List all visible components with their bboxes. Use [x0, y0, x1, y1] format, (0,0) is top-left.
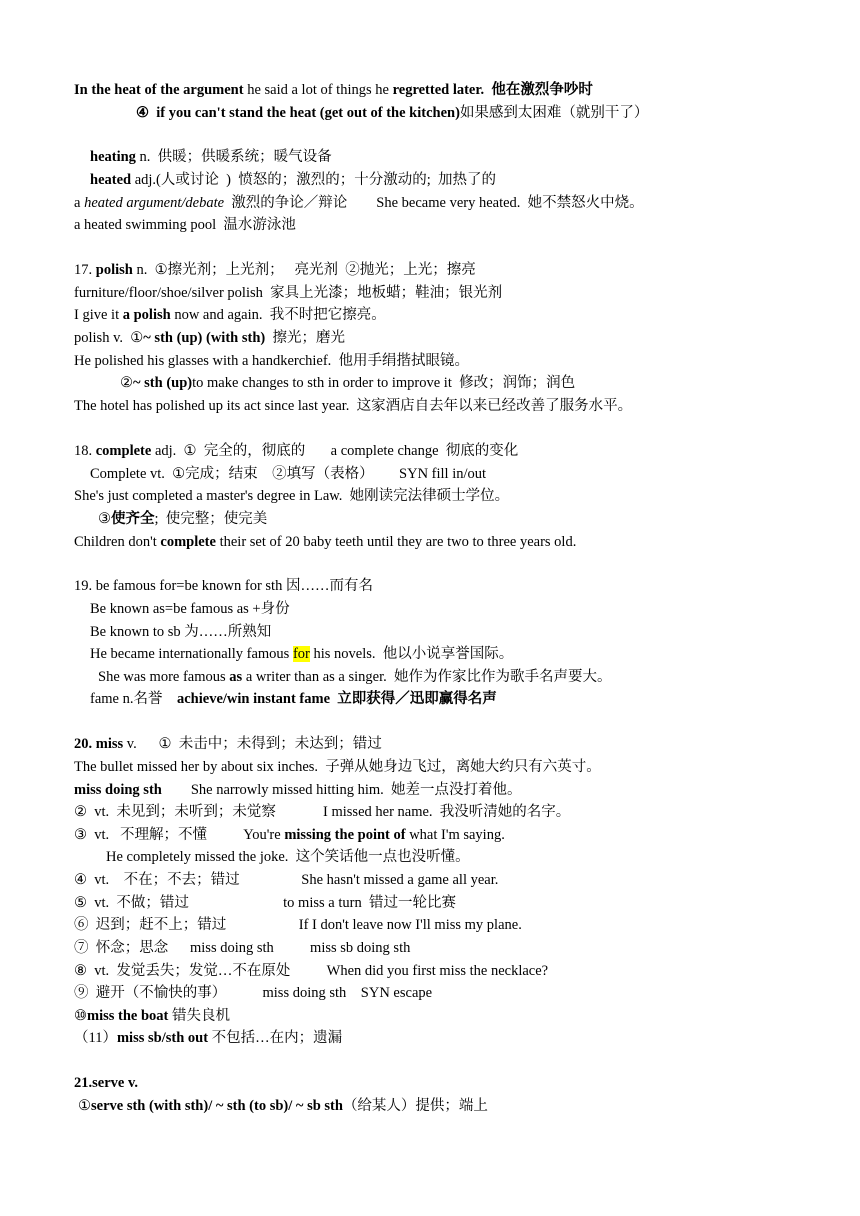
- text-segment: for: [292, 646, 310, 662]
- text-segment: 17.: [74, 262, 96, 278]
- text-segment: 如果感到太困难（就别干了）: [459, 105, 649, 121]
- text-segment: 18.: [74, 443, 96, 459]
- text-segment: polish: [95, 262, 133, 278]
- text-segment: heating: [90, 149, 136, 165]
- text-segment: achieve/win instant fame 立即获得／迅即赢得名声: [176, 691, 497, 707]
- text-segment: He completely missed the joke. 这个笑话他一点也没听懂。: [106, 849, 470, 865]
- text-line: [106, 847, 470, 867]
- text-segment: a writer than as a singer. 她作为作家比作为歌手名声要大。: [242, 669, 612, 685]
- text-segment: 他在激烈争吵时: [484, 82, 593, 98]
- text-segment: She narrowly missed hitting him. 她差一点没打着他。: [161, 782, 522, 798]
- text-line: [74, 802, 570, 822]
- text-line: [74, 486, 509, 506]
- text-segment: ; 使完整；使完美: [154, 511, 268, 527]
- text-line: [74, 305, 386, 325]
- text-segment: ~ sth (up): [133, 375, 193, 391]
- text-segment: The bullet missed her by about six inches. 子弹从她身边飞过，离她大约只有六英寸。: [74, 759, 601, 775]
- text-segment: ⑨ 避开（不愉快的事） miss doing sth SYN escape: [74, 985, 433, 1001]
- text-segment: （11）: [74, 1030, 117, 1046]
- text-line: [98, 667, 611, 687]
- text-line: [74, 215, 296, 235]
- text-segment: ⑥ 迟到；赶不上；错过 If I don't leave now I'll miss my plane.: [74, 917, 522, 933]
- text-segment: serve sth (with sth)/ ~ sth (to sb)/ ~ sb sth: [91, 1098, 343, 1114]
- text-segment: adj.(人或讨论 ) 愤怒的；激烈的；十分激动的; 加热了的: [131, 172, 496, 188]
- text-segment: he said a lot of things he: [243, 82, 393, 98]
- text-segment: 擦光；磨光: [265, 330, 345, 346]
- text-segment: complete: [95, 443, 152, 459]
- text-line: [74, 938, 410, 958]
- text-line: [90, 170, 496, 190]
- text-segment: what I'm saying.: [405, 827, 505, 843]
- text-segment: v. ① 未击中；未得到；未达到；错过: [123, 736, 382, 752]
- text-line: [74, 1006, 230, 1026]
- text-segment: 19. be famous for=be known for sth 因……而有名: [74, 578, 373, 594]
- text-line: [136, 103, 648, 123]
- text-segment: 21.serve v.: [74, 1075, 139, 1091]
- text-segment: ② vt. 未见到；未听到；未觉察 I missed her name. 我没听清她的名字。: [74, 804, 571, 820]
- text-segment: a heated swimming pool 温水游泳池: [74, 217, 296, 233]
- text-line: [74, 193, 644, 213]
- text-segment: a polish: [122, 307, 171, 323]
- text-segment: heated argument/debate: [84, 195, 225, 211]
- text-segment: heated: [90, 172, 132, 188]
- text-segment: ④ vt. 不在；不去；错过 She hasn't missed a game all year.: [74, 872, 499, 888]
- text-segment: n. 供暖；供暖系统；暖气设备: [135, 149, 332, 165]
- text-line: [90, 644, 513, 664]
- text-line: [90, 622, 271, 642]
- text-segment: their set of 20 baby teeth until they are two to three years old.: [215, 534, 577, 550]
- text-line: [78, 1096, 488, 1116]
- text-segment: as: [229, 669, 243, 685]
- text-line: [74, 1028, 342, 1048]
- text-segment: ②: [120, 375, 133, 391]
- text-segment: to make changes to sth in order to improve it 修改；润饰；润色: [192, 375, 576, 391]
- text-line: [74, 1073, 138, 1093]
- text-line: [74, 328, 345, 348]
- text-line: [74, 441, 518, 461]
- text-segment: ③ vt. 不理解；不懂 You're: [74, 827, 285, 843]
- text-segment: I give it: [74, 307, 123, 323]
- text-segment: n. ①擦光剂；上光剂； 亮光剂 ②抛光；上光；擦亮: [132, 262, 476, 278]
- text-segment: ①: [78, 1098, 91, 1114]
- text-line: [74, 915, 522, 935]
- text-segment: ~ sth (up) (with sth): [143, 330, 266, 346]
- text-segment: The hotel has polished up its act since last year. 这家酒店自去年以来已经改善了服务水平。: [74, 398, 633, 414]
- text-segment: In the heat of the argument: [74, 82, 244, 98]
- text-segment: 20. miss: [74, 736, 124, 752]
- text-segment: regretted later.: [392, 82, 485, 98]
- text-segment: Children don't: [74, 534, 161, 550]
- text-segment: Be known to sb 为……所熟知: [90, 624, 272, 640]
- text-segment: ③: [98, 511, 111, 527]
- text-segment: ⑤ vt. 不做；错过 to miss a turn 错过一轮比赛: [74, 895, 456, 911]
- text-segment: She's just completed a master's degree in Law. 她刚读完法律硕士学位。: [74, 488, 510, 504]
- text-segment: Be known as=be famous as +身份: [90, 601, 290, 617]
- text-segment: adj. ① 完全的，彻底的 a complete change 彻底的变化: [151, 443, 519, 459]
- text-segment: ⑧ vt. 发觉丢失；发觉…不在原处 When did you first miss the necklace?: [74, 963, 549, 979]
- text-line: [120, 373, 575, 393]
- text-line: [74, 260, 476, 280]
- text-segment: furniture/floor/shoe/silver polish 家具上光漆；地板蜡；鞋油；银光剂: [74, 285, 503, 301]
- text-segment: a: [74, 195, 85, 211]
- text-line: [90, 689, 497, 709]
- text-segment: He polished his glasses with a handkerchief. 他用手绢揩拭眼镜。: [74, 353, 470, 369]
- text-segment: He became internationally famous: [90, 646, 293, 662]
- text-line: [74, 961, 548, 981]
- text-segment: fame n.名誉: [90, 691, 177, 707]
- text-segment: ④ if you can't stand the heat (get out of the kitchen): [136, 105, 460, 121]
- text-line: [74, 780, 522, 800]
- text-line: [74, 80, 593, 100]
- text-line: [74, 983, 432, 1003]
- text-segment: ⑦ 怀念；思念 miss doing sth miss sb doing sth: [74, 940, 411, 956]
- text-segment: now and again. 我不时把它擦亮。: [170, 307, 386, 323]
- text-line: [98, 509, 267, 529]
- text-segment: complete: [160, 534, 216, 550]
- text-segment: 错失良机: [168, 1008, 230, 1024]
- text-segment: his novels. 他以小说享誉国际。: [309, 646, 514, 662]
- text-segment: 激烈的争论／辩论 She became very heated. 她不禁怒火中烧。: [224, 195, 644, 211]
- text-line: [90, 464, 486, 484]
- text-line: [74, 734, 382, 754]
- text-line: [74, 283, 502, 303]
- text-segment: polish v. ①: [74, 330, 144, 346]
- text-line: [74, 351, 469, 371]
- text-line: [74, 396, 632, 416]
- text-line: [74, 893, 456, 913]
- text-segment: She was more famous: [98, 669, 230, 685]
- text-segment: 不包括…在内；遗漏: [208, 1030, 343, 1046]
- text-segment: miss the boat: [87, 1008, 169, 1024]
- text-segment: miss doing sth: [74, 782, 162, 798]
- text-line: [74, 576, 373, 596]
- text-segment: miss sb/sth out: [116, 1030, 209, 1046]
- text-line: [74, 532, 576, 552]
- text-segment: Complete vt. ①完成；结束 ②填写（表格） SYN fill in/out: [90, 466, 487, 482]
- text-segment: missing the point of: [284, 827, 406, 843]
- text-segment: ⑩: [74, 1008, 87, 1024]
- text-segment: 使齐全: [111, 511, 155, 527]
- text-line: [90, 147, 332, 167]
- text-line: [90, 599, 290, 619]
- text-line: [74, 757, 601, 777]
- text-line: [74, 870, 498, 890]
- text-segment: （给某人）提供；端上: [342, 1098, 488, 1114]
- text-line: [74, 825, 505, 845]
